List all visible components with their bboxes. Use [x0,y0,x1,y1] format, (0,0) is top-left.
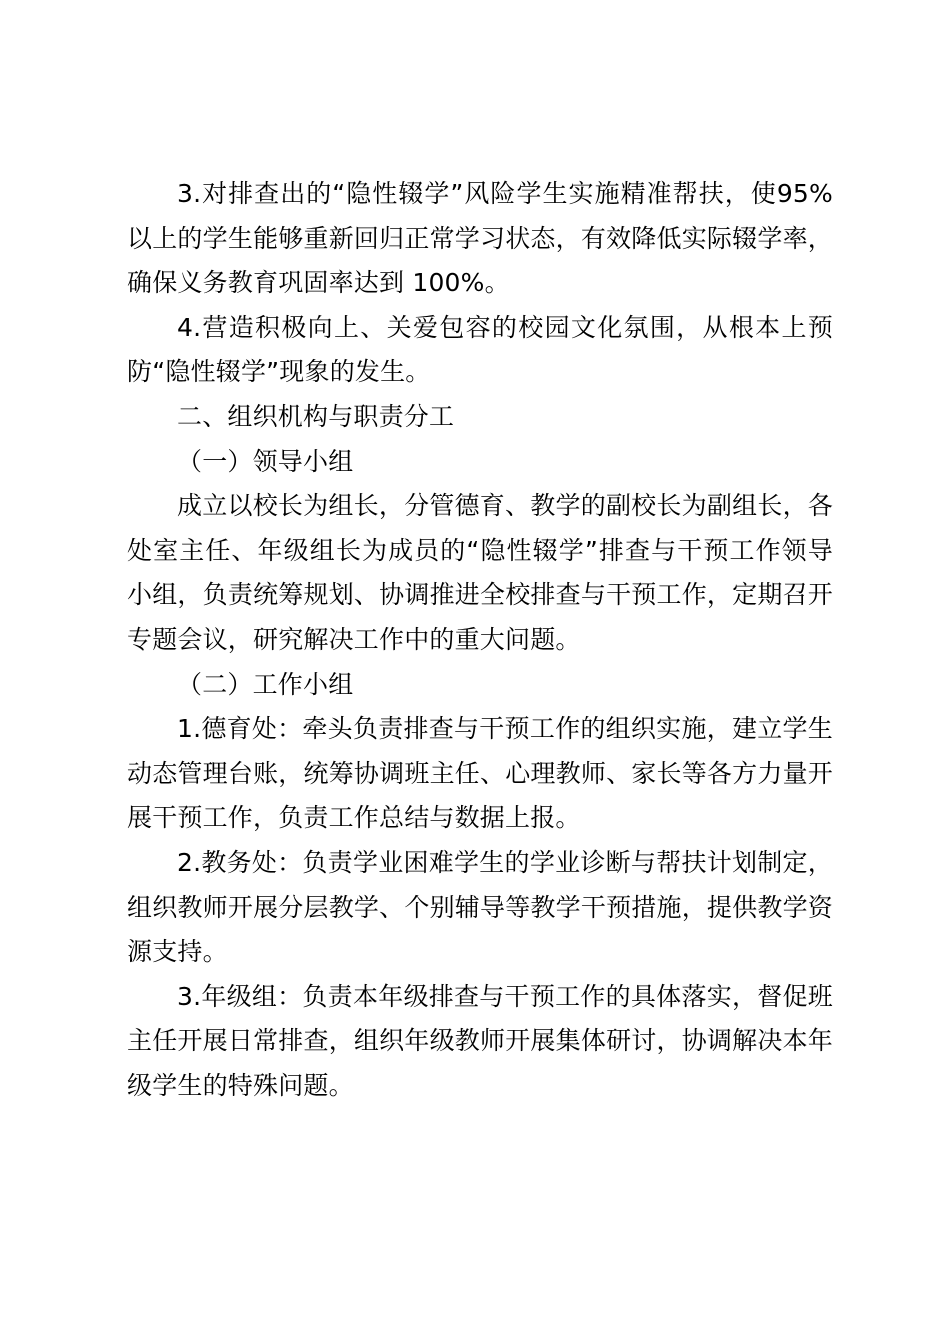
academic-affairs-office-paragraph: 2.教务处：负责学业困难学生的学业诊断与帮扶计划制定，组织教师开展分层教学、个别辅导等教学干预措施，提供教学资源支持。 [127,847,833,967]
section-heading-organization: 二、组织机构与职责分工 [177,401,455,431]
moral-education-office-paragraph: 1.德育处：牵头负责排查与干预工作的组织实施，建立学生动态管理台账，统筹协调班主任、心理教师、家长等各方力量开展干预工作，负责工作总结与数据上报。 [127,714,833,833]
document-page [127,172,833,1108]
subheading-leadership-group: （一）领导小组 [177,446,354,476]
subheading-working-group: （二）工作小组 [177,669,354,699]
grade-group-paragraph: 3.年级组：负责本年级排查与干预工作的具体落实，督促班主任开展日常排查，组织年级教师开展集体研讨，协调解决本年级学生的特殊问题。 [127,981,833,1100]
leadership-group-paragraph: 成立以校长为组长，分管德育、教学的副校长为副组长，各处室主任、年级组长为成员的“隐性辍学”排查与干预工作领导小组，负责统筹规划、协调推进全校排查与干预工作，定期召开专题会议，研究解决工作中的重大问题。 [127,491,833,654]
goal-4-paragraph: 4.营造积极向上、关爱包容的校园文化氛围，从根本上预防“隐性辍学”现象的发生。 [127,312,833,387]
goal-3-paragraph: 3.对排查出的“隐性辍学”风险学生实施精准帮扶，使95%以上的学生能够重新回归正常学习状态，有效降低实际辍学率，确保义务教育巩固率达到 100%。 [127,179,833,298]
